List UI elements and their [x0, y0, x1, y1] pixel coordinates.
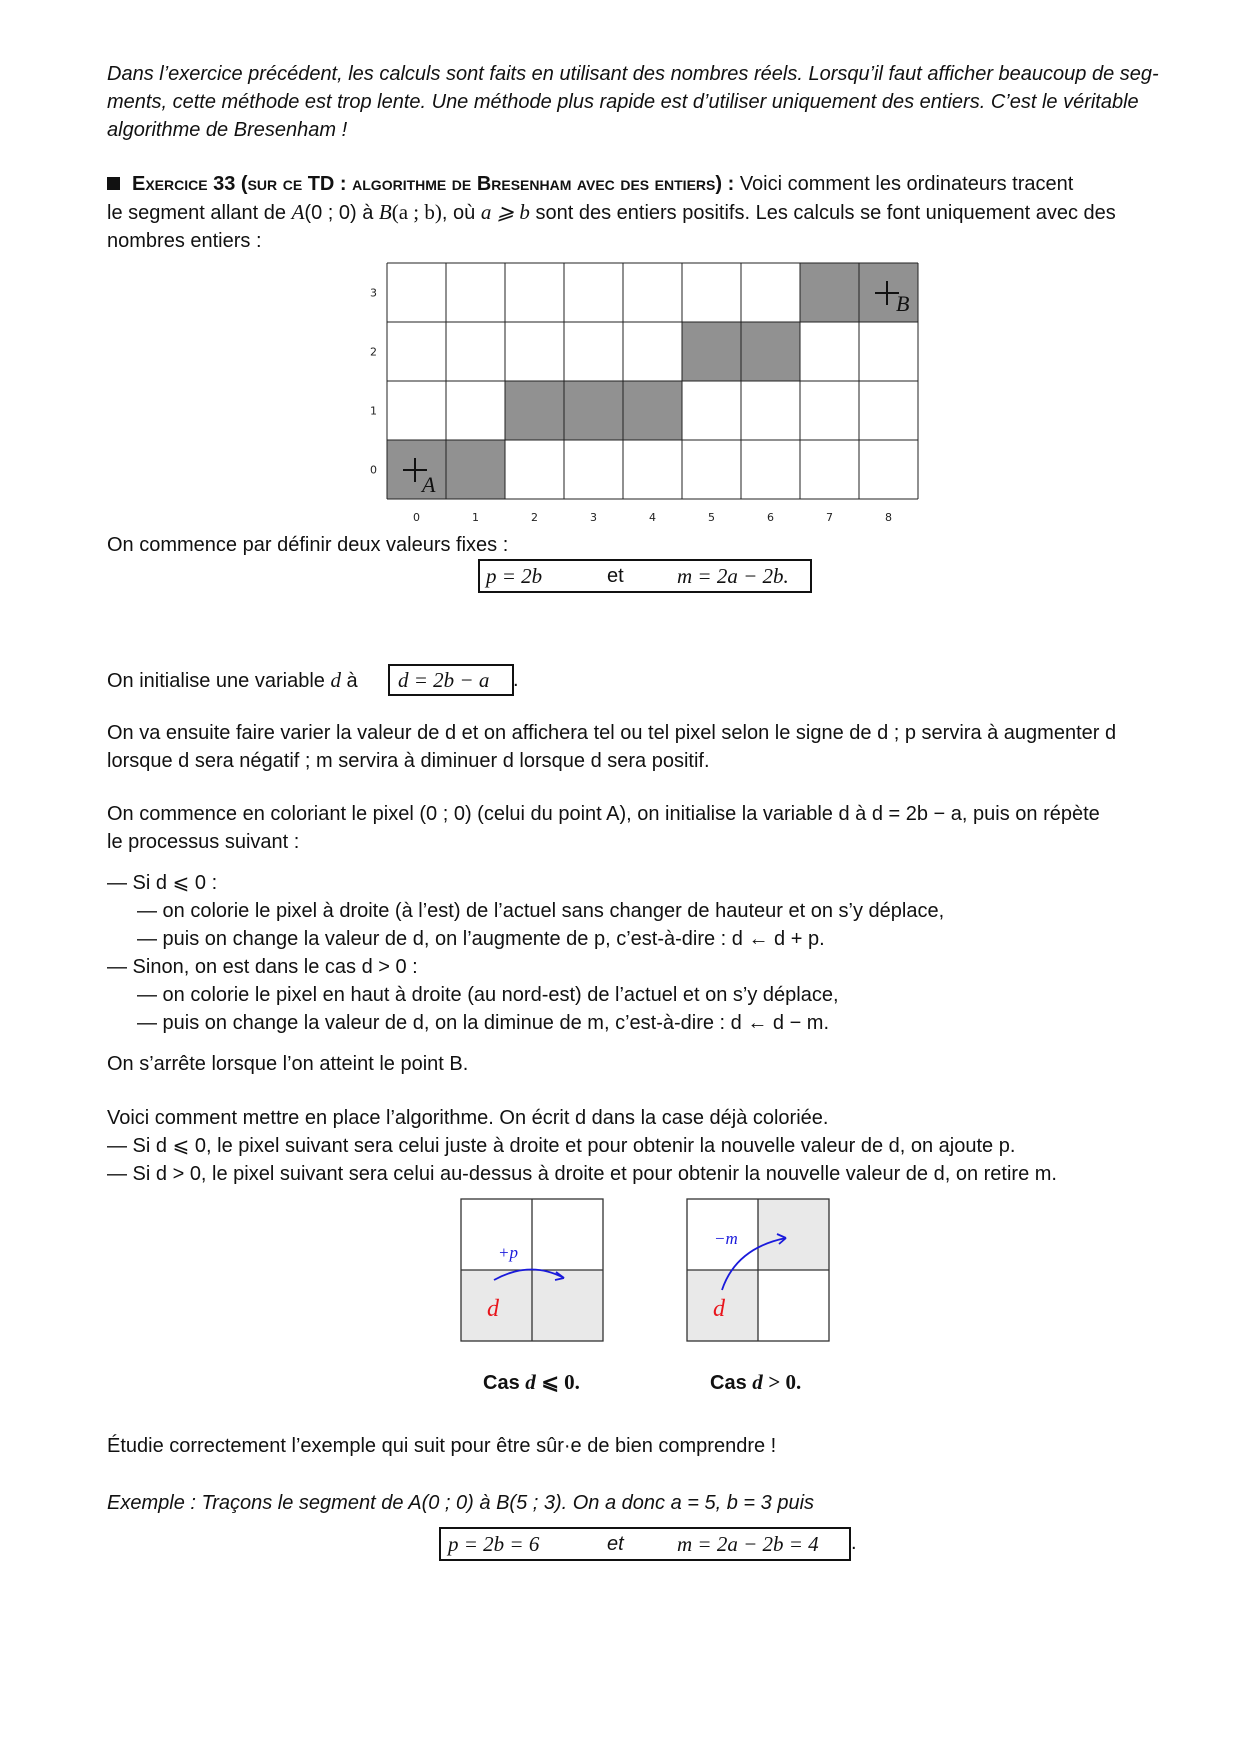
- diagram-case-positive: [686, 1198, 832, 1344]
- init-var: d: [330, 668, 341, 692]
- exercise-line-1-rest: Voici comment les ordinateurs tracent: [739, 173, 1074, 195]
- exercise-text: à: [362, 202, 374, 224]
- intro-line-3: algorithme de Bresenham !: [107, 119, 348, 141]
- y-tick-label: 0: [370, 463, 377, 477]
- m-expression: m = 2a − 2b.: [677, 564, 789, 588]
- bullet-case-positive-b: — puis on change la valeur de d, on la diminue de m, c’est-à-dire : d ← d − m.: [137, 1012, 830, 1034]
- example-box: [439, 1527, 851, 1561]
- study-line: Étudie correctement l’exemple qui suit pour être sûr·e de bien comprendre !: [107, 1435, 777, 1457]
- process-line-2: le processus suivant :: [107, 831, 300, 853]
- p-expression: p = 2b: [486, 564, 543, 588]
- x-tick-label: 7: [826, 511, 833, 524]
- exercise-statement: [107, 170, 1190, 255]
- filled-pixel-3-1: [564, 381, 623, 440]
- vary-line-2: lorsque d sera négatif ; m servira à diminuer d lorsque d sera positif.: [107, 750, 710, 772]
- plus-p-label: +p: [498, 1243, 518, 1262]
- fixed-values-box: [478, 559, 812, 593]
- bullet-case-negative-a: — on colorie le pixel à droite (à l’est) de l’actuel sans changer de hauteur et on s’y déplace,: [137, 900, 945, 922]
- x-tick-label: 0: [413, 511, 420, 524]
- example-line: Exemple : Traçons le segment de A(0 ; 0) à B(5 ; 3). On a donc a = 5, b = 3 puis: [107, 1492, 815, 1514]
- point-b-coord: (a ; b): [391, 200, 442, 224]
- diagram-left-cell-next: [532, 1270, 603, 1341]
- filled-pixel-4-1: [623, 381, 682, 440]
- y-tick-label: 3: [370, 286, 377, 300]
- x-tick-label: 3: [590, 511, 597, 524]
- impl-bullet-2: — Si d > 0, le pixel suivant sera celui au-dessus à droite et pour obtenir la nouvelle valeur de d, on retire m.: [107, 1163, 1057, 1185]
- point-b-symbol: B: [378, 200, 392, 224]
- stop-line: On s’arrête lorsque l’on atteint le point B.: [107, 1053, 469, 1075]
- diagram-right-cell-next: [758, 1199, 829, 1270]
- intro-line-1: Dans l’exercice précédent, les calculs sont faits en utilisant des nombres réels. Lorsqu’il faut afficher beaucoup de seg-: [107, 63, 1159, 85]
- x-tick-label: 5: [708, 511, 715, 524]
- pixel-grid-figure: [370, 255, 930, 530]
- end-label: B: [896, 291, 910, 316]
- init-dot: .: [513, 669, 519, 691]
- vary-paragraph: [107, 719, 1190, 775]
- example-m-expression: m = 2a − 2b = 4: [677, 1532, 819, 1556]
- filled-pixel-7-3: [800, 263, 859, 322]
- exercise-line-2: [107, 198, 1190, 227]
- point-a-symbol: A: [291, 200, 305, 224]
- fixed-values-intro: On commence par définir deux valeurs fixes :: [107, 534, 509, 556]
- caption-case-negative: [483, 1370, 580, 1395]
- vary-line-1: On va ensuite faire varier la valeur de d et on affichera tel ou tel pixel selon le signe de d ; p servira à augmenter d: [107, 722, 1117, 744]
- impl-line-1: Voici comment mettre en place l’algorithme. On écrit d dans la case déjà coloriée.: [107, 1107, 829, 1129]
- init-line: [107, 666, 1190, 695]
- bullet-case-negative: — Si d ⩽ 0 :: [107, 872, 218, 894]
- example-and-word: et: [607, 1533, 624, 1555]
- x-tick-label: 4: [649, 511, 656, 524]
- process-line-1: On commence en coloriant le pixel (0 ; 0) (celui du point A), on initialise la variable d à d = 2b − a, puis on répète: [107, 803, 1100, 825]
- square-bullet-icon: [107, 177, 120, 190]
- caption-cond: ⩽ 0.: [541, 1370, 580, 1394]
- intro-line-2: ments, cette méthode est trop lente. Une méthode plus rapide est d’utiliser uniquement des entiers. C’est le véritable: [107, 91, 1139, 113]
- d-label-right: d: [713, 1296, 725, 1322]
- intro-paragraph: [107, 60, 1190, 144]
- d-label-left: d: [487, 1296, 499, 1322]
- point-a-coord: (0 ; 0): [304, 202, 357, 224]
- caption-word: Cas: [710, 1372, 747, 1394]
- minus-m-label: −m: [714, 1229, 738, 1248]
- caption-case-positive: [710, 1370, 801, 1395]
- init-box: [388, 664, 514, 696]
- x-tick-label: 1: [472, 511, 479, 524]
- y-tick-label: 2: [370, 345, 377, 359]
- bullet-case-positive-a: — on colorie le pixel en haut à droite (au nord-est) de l’actuel et on s’y déplace,: [137, 984, 839, 1006]
- example-p-expression: p = 2b = 6: [448, 1532, 540, 1556]
- filled-pixel-5-2: [682, 322, 741, 381]
- filled-pixel-6-2: [741, 322, 800, 381]
- exercise-line-3: nombres entiers :: [107, 230, 262, 252]
- bullet-case-positive: — Sinon, on est dans le cas d > 0 :: [107, 956, 418, 978]
- impl-bullet-1: — Si d ⩽ 0, le pixel suivant sera celui juste à droite et pour obtenir la nouvelle valeur de d, on ajoute p.: [107, 1135, 1016, 1157]
- exercise-text: , où: [441, 202, 476, 224]
- filled-pixel-1-0: [446, 440, 505, 499]
- process-paragraph: [107, 800, 1190, 856]
- exercise-text: sont des entiers positifs. Les calculs se font uniquement avec des: [535, 202, 1116, 224]
- init-expression: d = 2b − a: [398, 668, 490, 692]
- init-a: à: [346, 670, 358, 692]
- bullet-case-negative-b: — puis on change la valeur de d, on l’augmente de p, c’est-à-dire : d ← d + p.: [137, 928, 825, 950]
- diagram-case-negative: [460, 1198, 606, 1344]
- caption-word: Cas: [483, 1372, 520, 1394]
- start-label: A: [422, 472, 436, 497]
- filled-pixel-2-1: [505, 381, 564, 440]
- example-dot: .: [851, 1532, 857, 1554]
- x-tick-label: 8: [885, 511, 892, 524]
- caption-cond: > 0.: [768, 1370, 802, 1394]
- inequality: a ⩾ b: [480, 200, 530, 224]
- caption-var: d: [752, 1370, 763, 1394]
- and-word: et: [607, 565, 624, 587]
- caption-var: d: [525, 1370, 536, 1394]
- y-tick-labels: [370, 287, 377, 477]
- init-text: On initialise une variable: [107, 670, 325, 692]
- exercise-text: le segment allant de: [107, 202, 287, 224]
- exercise-title: Exercice 33 (sur ce TD : algorithme de Bresenham avec des entiers) :: [132, 173, 735, 195]
- x-tick-label: 2: [531, 511, 538, 524]
- exercise-line-1: [107, 170, 1190, 198]
- x-tick-label: 6: [767, 511, 774, 524]
- y-tick-label: 1: [370, 404, 377, 418]
- x-tick-labels: [413, 511, 892, 524]
